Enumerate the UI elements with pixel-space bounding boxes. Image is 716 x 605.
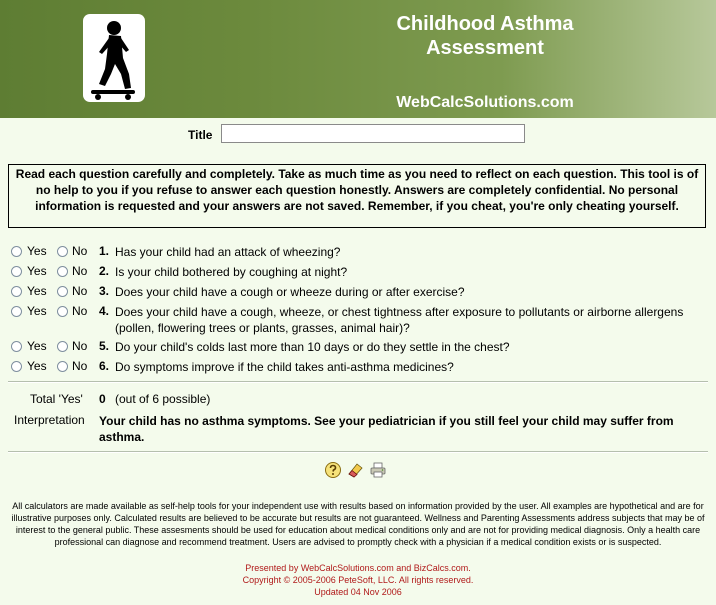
q6-no-radio[interactable]: [57, 361, 68, 372]
q5-number: 5.: [99, 339, 110, 353]
page-title-line2: Assessment: [426, 37, 544, 59]
q4-number: 4.: [99, 304, 110, 318]
disclaimer-text: All calculators are made available as self-help tools for your independent use with results based on information provided by the user. All examples are hypothetical and are for illustrative purposes only. Calculated results are believed to be accurate but results are not guaranteed. Wellness and Parenting Assessments address subjects that may be of interest to the general public. These assesments should be used for education about medical conditions only and are not for providing medical diagnosis. Only a health care professional can diagnose and recommend treatment. Users are advised to promptly check with a physician if a medical condition exists or is suspected.: [11, 501, 705, 547]
title-row: [0, 124, 716, 146]
page-title: [355, 12, 615, 60]
q6-number: 6.: [99, 359, 110, 373]
q5-yes-radio[interactable]: [11, 341, 22, 352]
q1-no-label[interactable]: No: [72, 244, 88, 258]
total-yes-value: 0: [99, 392, 106, 406]
q5-no-radio[interactable]: [57, 341, 68, 352]
page-title-line1: Childhood Asthma: [396, 13, 574, 35]
q2-number: 2.: [99, 264, 110, 278]
q6-no-label[interactable]: No: [72, 359, 88, 373]
q2-no-label[interactable]: No: [72, 264, 88, 278]
printer-icon[interactable]: [369, 461, 387, 479]
q2-no-radio[interactable]: [57, 266, 68, 277]
toolbar: [324, 461, 394, 481]
interpretation-label: Interpretation: [14, 413, 85, 427]
divider-top: [8, 381, 708, 383]
q1-text: Has your child had an attack of wheezing?: [115, 245, 341, 259]
q3-no-label[interactable]: No: [72, 284, 88, 298]
q3-number: 3.: [99, 284, 110, 298]
q1-yes-label[interactable]: Yes: [27, 244, 47, 258]
instructions-notice: Read each question carefully and completely. Take as much time as you need to reflect on each question. This tool is of no help to you if you refuse to answer each question honestly. Answers are completely confidential. No personal information is requested and your answers are not saved. Remember, if you cheat, you're only cheating yourself.: [8, 164, 706, 228]
footer-updated: Updated 04 Nov 2006: [314, 587, 402, 597]
title-input[interactable]: [221, 124, 525, 143]
q3-no-radio[interactable]: [57, 286, 68, 297]
footer-copyright: Copyright © 2005-2006 PeteSoft, LLC. All rights reserved.: [242, 575, 474, 585]
q4-no-radio[interactable]: [57, 306, 68, 317]
q4-text: Does your child have a cough, wheeze, or chest tightness after exposure to pollutants or airborne allergens (pollen, flowering trees or plants, grasses, animal hair)?: [115, 305, 684, 335]
q4-no-label[interactable]: No: [72, 304, 88, 318]
title-label: Title: [188, 128, 213, 142]
q5-no-label[interactable]: No: [72, 339, 88, 353]
skateboarder-icon: [83, 14, 145, 102]
footer-presented-by: Presented by WebCalcSolutions.com and BizCalcs.com.: [245, 563, 471, 573]
interpretation-text: Your child has no asthma symptoms. See your pediatrician if you still feel your child may suffer from asthma.: [99, 414, 674, 444]
help-icon[interactable]: [324, 461, 342, 479]
q2-yes-label[interactable]: Yes: [27, 264, 47, 278]
q4-yes-label[interactable]: Yes: [27, 304, 47, 318]
q2-text: Is your child bothered by coughing at night?: [115, 265, 348, 279]
q6-yes-radio[interactable]: [11, 361, 22, 372]
divider-bottom: [8, 451, 708, 453]
q2-yes-radio[interactable]: [11, 266, 22, 277]
q5-text: Do your child's colds last more than 10 days or do they settle in the chest?: [115, 340, 510, 354]
q1-number: 1.: [99, 244, 110, 258]
q1-yes-radio[interactable]: [11, 246, 22, 257]
header-banner: [0, 0, 716, 118]
footer: [0, 562, 716, 598]
q5-yes-label[interactable]: Yes: [27, 339, 47, 353]
q3-text: Does your child have a cough or wheeze during or after exercise?: [115, 285, 465, 299]
q6-text: Do symptoms improve if the child takes anti-asthma medicines?: [115, 360, 454, 374]
q3-yes-radio[interactable]: [11, 286, 22, 297]
q4-yes-radio[interactable]: [11, 306, 22, 317]
eraser-icon[interactable]: [346, 461, 364, 479]
site-name: WebCalcSolutions.com: [396, 94, 574, 111]
q1-no-radio[interactable]: [57, 246, 68, 257]
total-yes-label: Total 'Yes': [30, 392, 83, 406]
q3-yes-label[interactable]: Yes: [27, 284, 47, 298]
q6-yes-label[interactable]: Yes: [27, 359, 47, 373]
total-yes-note: (out of 6 possible): [115, 392, 211, 406]
